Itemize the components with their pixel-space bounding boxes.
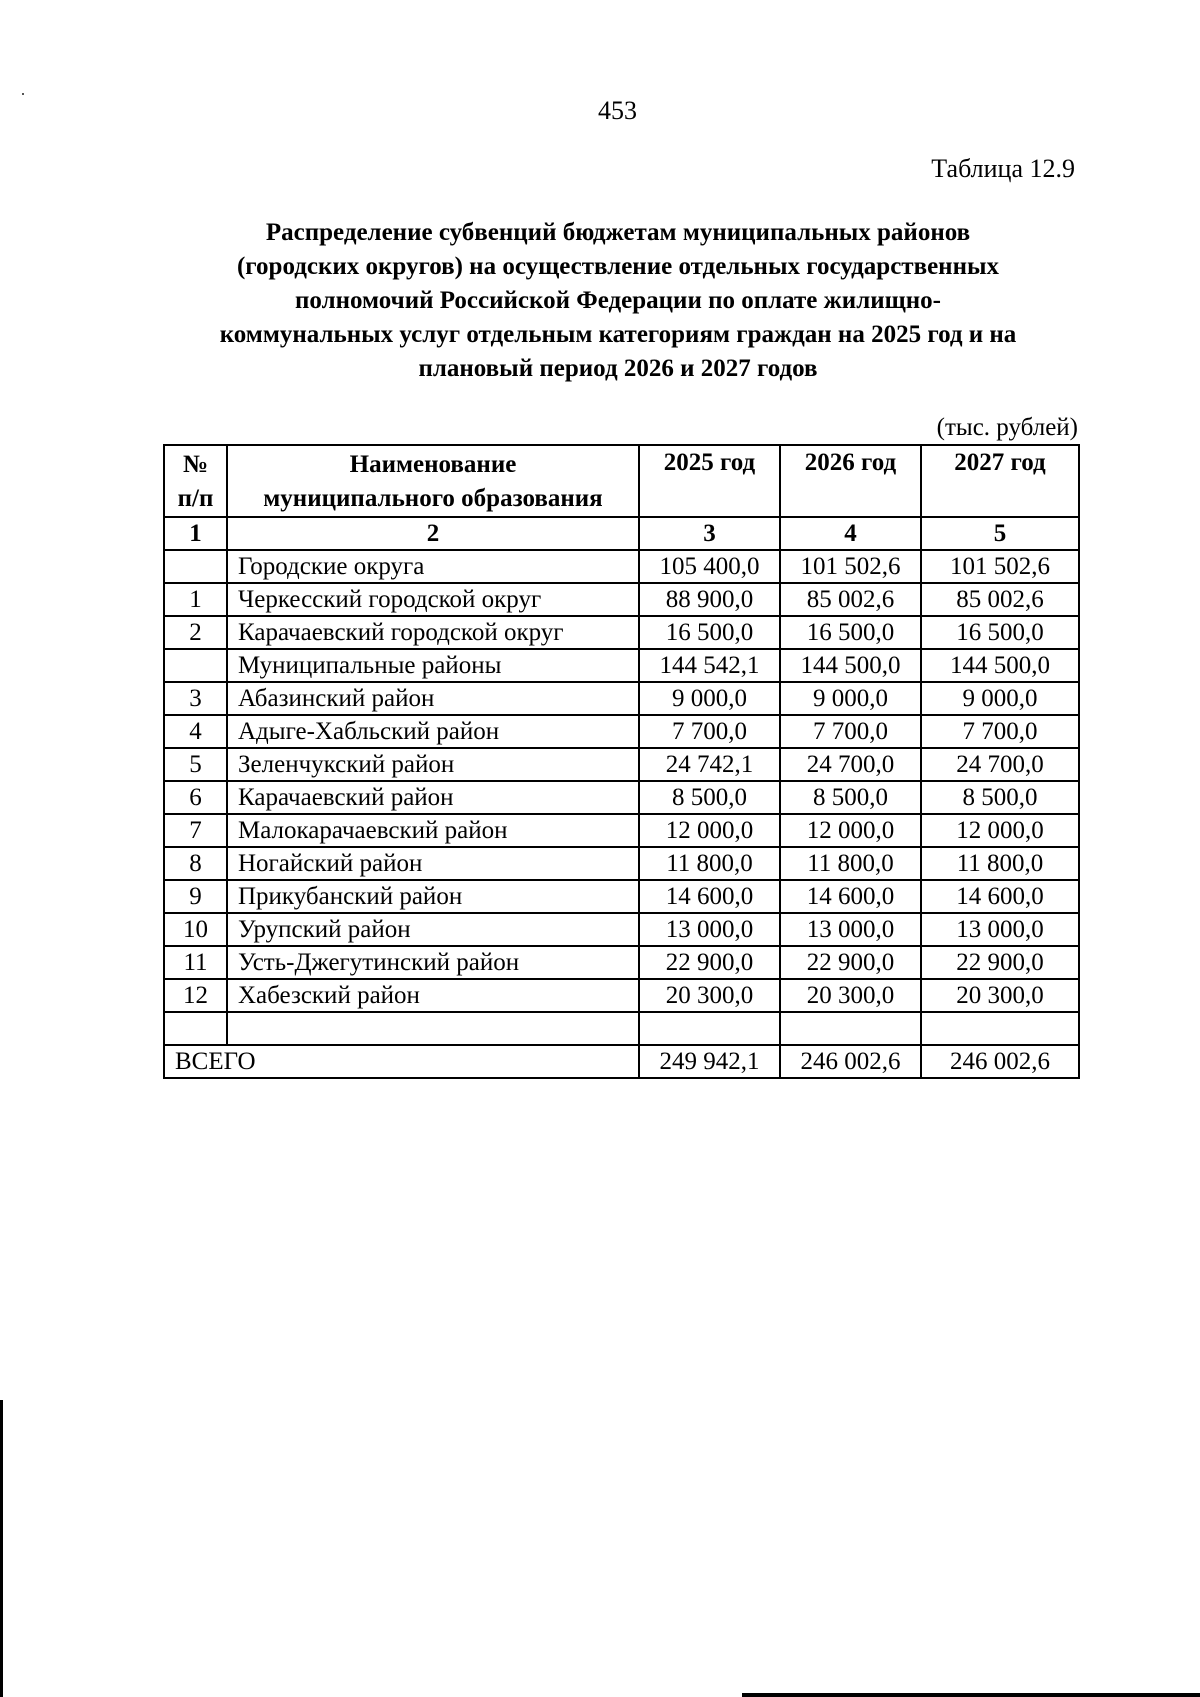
column-number: 2 [227,517,639,550]
row-value-2026: 144 500,0 [780,649,921,682]
table-header-row [164,445,1079,517]
scan-speck [22,93,24,95]
row-value-2025: 13 000,0 [639,913,780,946]
row-value-2027: 101 502,6 [921,550,1079,583]
title-line: плановый период 2026 и 2027 годов [418,355,818,382]
row-value-2025: 11 800,0 [639,847,780,880]
row-value-2026: 16 500,0 [780,616,921,649]
scan-bottom-mark [742,1693,1200,1697]
row-value-2027: 85 002,6 [921,583,1079,616]
row-value-2025: 9 000,0 [639,682,780,715]
row-value-2026: 9 000,0 [780,682,921,715]
table-row [164,979,1079,1012]
row-value-2025: 16 500,0 [639,616,780,649]
row-value-2027: 22 900,0 [921,946,1079,979]
row-number: 4 [164,715,227,748]
row-number: 6 [164,781,227,814]
row-value-2025: 14 600,0 [639,880,780,913]
header-num-line1: № [182,451,209,478]
row-value-2026: 85 002,6 [780,583,921,616]
row-name: Карачаевский район [227,781,639,814]
row-name: Абазинский район [227,682,639,715]
scan-edge-mark [0,1400,3,1697]
row-name: Урупский район [227,913,639,946]
row-value-2025: 7 700,0 [639,715,780,748]
row-value-2027: 7 700,0 [921,715,1079,748]
column-number-row [164,517,1079,550]
table-row [164,550,1079,583]
title-line: коммунальных услуг отдельным категориям граждан на 2025 год и на [219,321,1017,348]
row-value-2027: 24 700,0 [921,748,1079,781]
table-row [164,781,1079,814]
title-line: (городских округов) на осуществление отдельных государственных [236,253,999,280]
row-value-2026: 101 502,6 [780,550,921,583]
row-name: Черкесский городской округ [227,583,639,616]
column-number: 4 [780,517,921,550]
row-value-2027: 12 000,0 [921,814,1079,847]
row-value-2026: 12 000,0 [780,814,921,847]
row-name: Карачаевский городской округ [227,616,639,649]
row-value-2027: 20 300,0 [921,979,1079,1012]
row-number: 8 [164,847,227,880]
table-row [164,715,1079,748]
row-number: 9 [164,880,227,913]
row-number: 7 [164,814,227,847]
row-number: 5 [164,748,227,781]
row-name: Ногайский район [227,847,639,880]
row-value-2026: 20 300,0 [780,979,921,1012]
table-row [164,847,1079,880]
row-name: Усть-Джегутинский район [227,946,639,979]
row-value-2027: 14 600,0 [921,880,1079,913]
row-name: Прикубанский район [227,880,639,913]
table-row [164,748,1079,781]
row-value-2027: 8 500,0 [921,781,1079,814]
row-number: 3 [164,682,227,715]
total-value-2025: 249 942,1 [639,1045,780,1078]
blank-row [164,1012,1079,1045]
column-number: 3 [639,517,780,550]
header-2027: 2027 год [921,445,1079,517]
row-name: Малокарачаевский район [227,814,639,847]
row-value-2025: 88 900,0 [639,583,780,616]
row-name: Адыге-Хабльский район [227,715,639,748]
table-row [164,583,1079,616]
header-num [164,445,227,517]
title-line: полномочий Российской Федерации по оплате жилищно- [295,287,941,314]
row-value-2025: 12 000,0 [639,814,780,847]
blank-cell [921,1012,1079,1045]
row-number: 1 [164,583,227,616]
header-num-line2: п/п [177,485,214,512]
row-value-2027: 144 500,0 [921,649,1079,682]
row-number: 2 [164,616,227,649]
row-value-2026: 22 900,0 [780,946,921,979]
row-name: Муниципальные районы [227,649,639,682]
table-label: Таблица 12.9 [931,154,1075,183]
row-number [164,550,227,583]
units-label: (тыс. рублей) [936,414,1078,441]
total-value-2027: 246 002,6 [921,1045,1079,1078]
row-name: Городские округа [227,550,639,583]
header-name-line1: Наименование [349,451,517,478]
row-value-2025: 24 742,1 [639,748,780,781]
blank-cell [164,1012,227,1045]
header-name [227,445,639,517]
column-number: 1 [164,517,227,550]
row-value-2027: 9 000,0 [921,682,1079,715]
row-value-2026: 11 800,0 [780,847,921,880]
row-number: 12 [164,979,227,1012]
title-line: Распределение субвенций бюджетам муниципальных районов [265,219,971,246]
row-value-2025: 20 300,0 [639,979,780,1012]
subvention-table [163,444,1080,1079]
header-2025: 2025 год [639,445,780,517]
row-value-2027: 13 000,0 [921,913,1079,946]
row-value-2025: 8 500,0 [639,781,780,814]
row-number [164,649,227,682]
row-number: 10 [164,913,227,946]
blank-cell [227,1012,639,1045]
table-row [164,913,1079,946]
row-value-2026: 24 700,0 [780,748,921,781]
table-row [164,814,1079,847]
table-row [164,682,1079,715]
header-name-line2: муниципального образования [263,485,603,512]
table-row [164,946,1079,979]
row-number: 11 [164,946,227,979]
row-value-2025: 105 400,0 [639,550,780,583]
table-row [164,649,1079,682]
row-name: Хабезский район [227,979,639,1012]
blank-cell [780,1012,921,1045]
table-row [164,880,1079,913]
row-value-2027: 16 500,0 [921,616,1079,649]
row-value-2027: 11 800,0 [921,847,1079,880]
total-value-2026: 246 002,6 [780,1045,921,1078]
document-title [160,216,1076,386]
header-2026: 2026 год [780,445,921,517]
total-label: ВСЕГО [164,1045,639,1078]
total-row [164,1045,1079,1078]
row-value-2025: 22 900,0 [639,946,780,979]
row-value-2026: 14 600,0 [780,880,921,913]
row-value-2026: 7 700,0 [780,715,921,748]
blank-cell [639,1012,780,1045]
page-number: 453 [598,96,637,125]
column-number: 5 [921,517,1079,550]
row-value-2025: 144 542,1 [639,649,780,682]
row-value-2026: 13 000,0 [780,913,921,946]
row-value-2026: 8 500,0 [780,781,921,814]
row-name: Зеленчукский район [227,748,639,781]
table-row [164,616,1079,649]
